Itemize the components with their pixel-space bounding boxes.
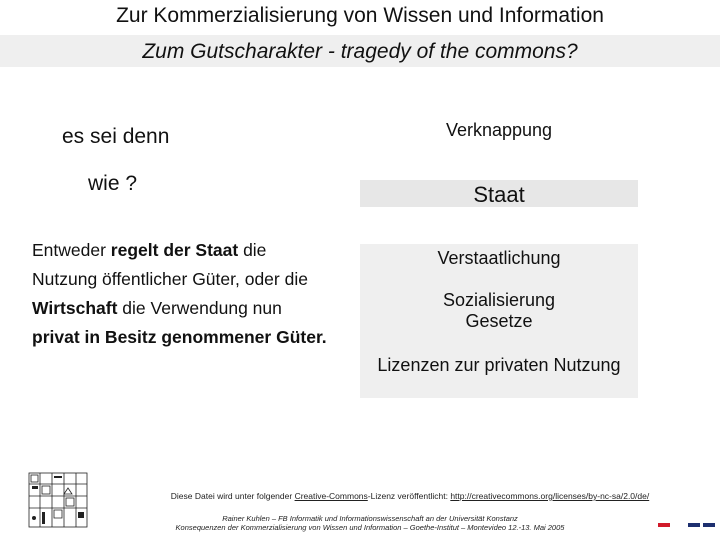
university-logo-icon — [28, 472, 88, 528]
license-url-link[interactable]: http://creativecommons.org/licenses/by-nc-sa/2.0/de/ — [450, 491, 650, 501]
license-prefix: Diese Datei wird unter folgender — [170, 491, 295, 501]
item-lizenzen: Lizenzen zur privaten Nutzung — [377, 355, 621, 375]
item-gesetze: Gesetze — [465, 311, 533, 331]
verknappung-label: Verknappung — [445, 120, 553, 140]
license-notice — [110, 491, 710, 501]
paragraph-part: die Nutzung öffentlicher Güter, oder die — [32, 240, 308, 289]
wie-text: wie ? — [88, 172, 138, 195]
body-paragraph — [32, 236, 332, 352]
paragraph-part: die Verwendung nun — [117, 298, 282, 318]
footer-event: Konsequenzen der Kommerzialisierung von Wissen und Information – Goethe-Institut – Montevideo 12.-13. Mai 2005 — [175, 523, 565, 532]
item-sozialisierung: Sozialisierung — [442, 290, 556, 310]
paragraph-part: Entweder — [32, 240, 111, 260]
accent-dash-blue — [703, 523, 715, 527]
accent-dash-blue — [688, 523, 700, 527]
slide-subtitle: Zum Gutscharakter - tragedy of the commons? — [142, 40, 578, 63]
license-middle: -Lizenz veröffentlicht: — [367, 491, 451, 501]
footer-author: Rainer Kuhlen – FB Informatik und Informationswissenschaft an der Universität Konstanz — [222, 514, 518, 523]
es-sei-denn-text: es sei denn — [62, 125, 170, 148]
staat-heading: Staat — [473, 182, 525, 207]
slide-title: Zur Kommerzialisierung von Wissen und Information — [116, 4, 604, 27]
paragraph-part-bold: regelt der Staat — [110, 240, 239, 260]
paragraph-part-bold: privat in Besitz genommener Güter. — [32, 327, 327, 347]
paragraph-part-bold: Wirtschaft — [32, 298, 118, 318]
item-verstaatlichung: Verstaatlichung — [437, 248, 561, 268]
creative-commons-link[interactable]: Creative-Commons — [294, 491, 368, 501]
accent-dash-red — [658, 523, 670, 527]
